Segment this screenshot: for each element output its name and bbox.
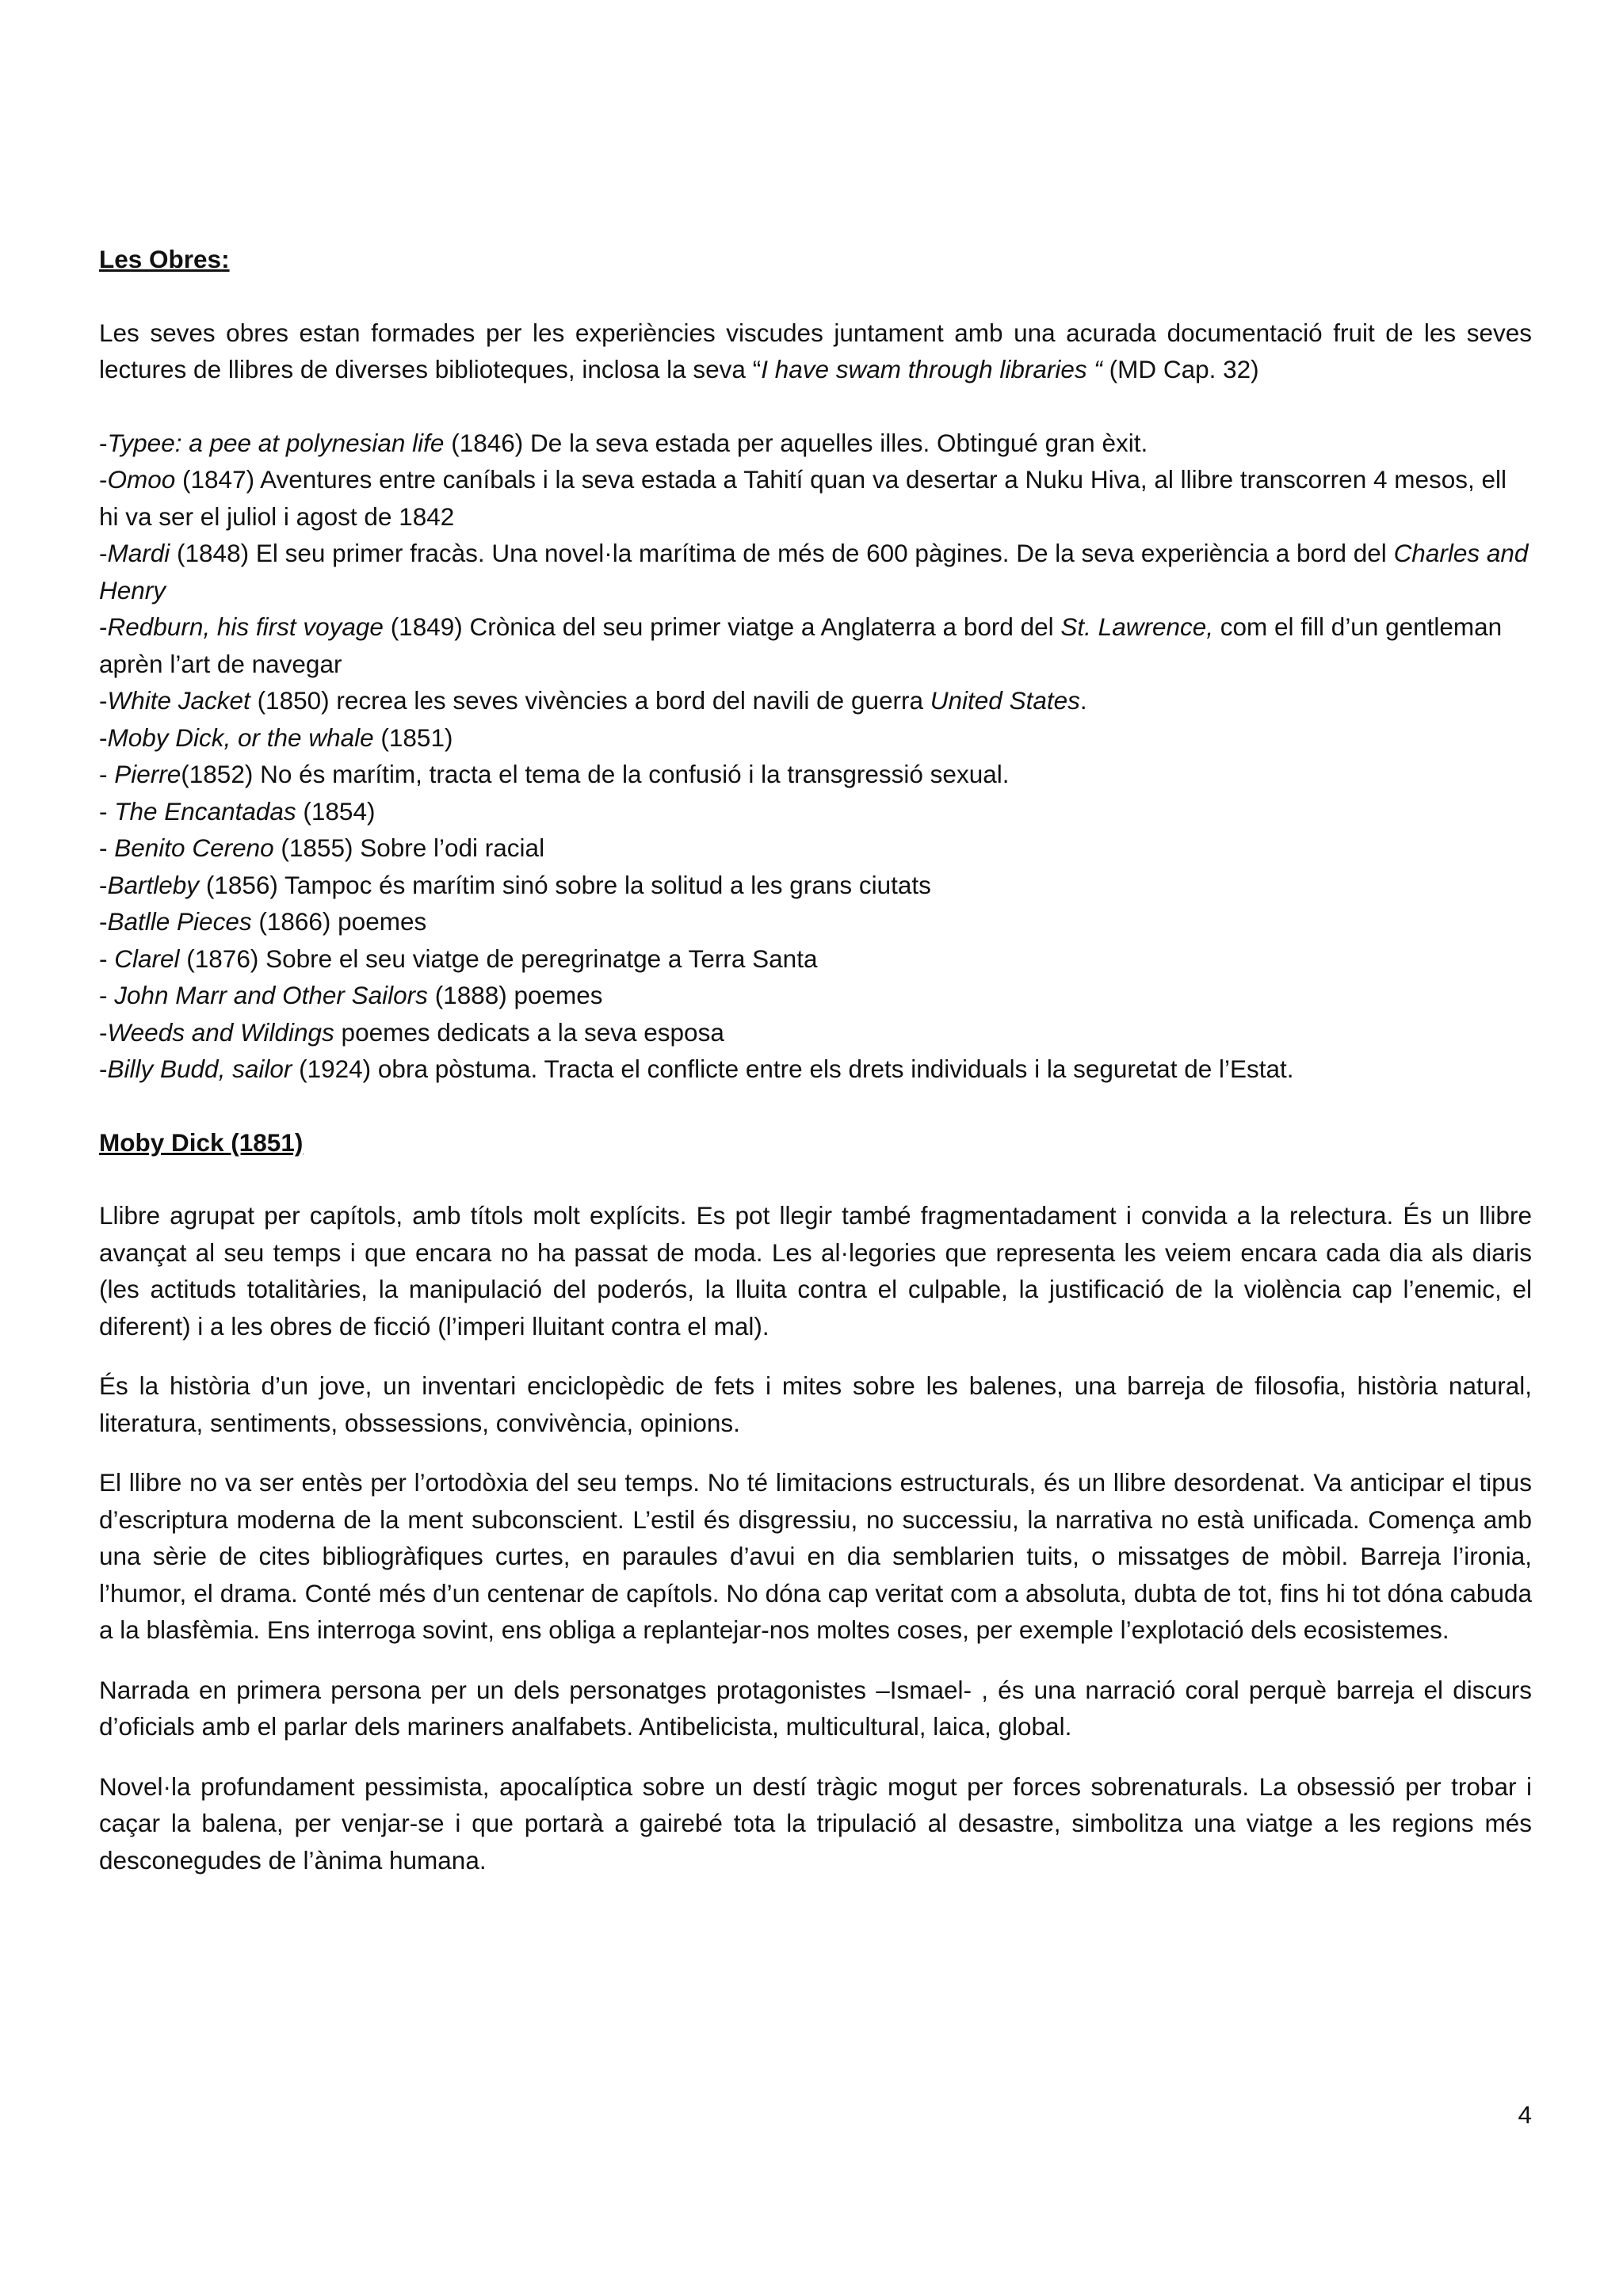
ship-name: Charles and Henry <box>99 539 1529 605</box>
work-item: - The Encantadas (1854) <box>99 796 376 826</box>
work-item: -Moby Dick, or the whale (1851) <box>99 723 453 752</box>
work-item: - Clarel (1876) Sobre el seu viatge de peregrinatge a Terra Santa <box>99 944 818 973</box>
work-title: Omoo <box>107 465 176 494</box>
section-heading-les-obres <box>99 241 1532 278</box>
work-item: -Mardi (1848) El seu primer fracàs. Una novel·la marítima de més de 600 pàgines. De la seva experiència a bord del Charles and Henry <box>99 539 1529 605</box>
heading-text: Les Obres <box>99 245 222 273</box>
intro-text: Les seves obres estan formades per les experiències viscudes juntament amb una acurada documentació fruit de les seves lectures de llibres de diverses biblioteques, inclosa la seva “ <box>99 318 1532 383</box>
page-number: 4 <box>1518 2100 1532 2129</box>
work-item: -Weeds and Wildings poemes dedicats a la seva esposa <box>99 1017 724 1047</box>
work-title: Moby Dick, or the whale <box>107 723 374 752</box>
work-title: Benito Cereno <box>114 833 274 862</box>
section-heading-moby-dick: Moby Dick (1851) <box>99 1127 304 1157</box>
work-title: The Encantadas <box>114 796 296 826</box>
body-paragraph: Narrada en primera persona per un dels personatges protagonistes –Ismael- , és una narració coral perquè barreja el discurs d’oficials amb el parlar dels mariners analfabets. Antibelicista, multicultural, laica, global. <box>99 1675 1532 1741</box>
work-item: -Bartleby (1856) Tampoc és marítim sinó sobre la solitud a les grans ciutats <box>99 870 931 899</box>
work-title: Mardi <box>107 539 170 567</box>
body-paragraph: Llibre agrupat per capítols, amb títols molt explícits. Es pot llegir també fragmentadament i convida a la relectura. És un llibre avançat al seu temps i que encara no ha passat de moda. Les al·legories que representa les veiem encara cada dia als diaris (les actituds totalitàries, la manipulació del poderós, la lluita contra el culpable, la justificació de la violència cap l’enemic, el diferent) i a les obres de ficció (l’imperi lluitant contra el mal). <box>99 1201 1532 1341</box>
work-title: Weeds and Wildings <box>107 1017 334 1047</box>
work-item: -Typee: a pee at polynesian life (1846) De la seva estada per aquelles illes. Obtingué gran èxit. <box>99 428 1148 457</box>
work-title: Typee: a pee at polynesian life <box>107 428 445 457</box>
heading-colon: : <box>221 245 230 273</box>
ship-name: United States <box>930 686 1080 715</box>
works-list <box>99 425 1532 1088</box>
work-item: -Batlle Pieces (1866) poemes <box>99 907 427 936</box>
work-title: John Marr and Other Sailors <box>114 981 428 1009</box>
work-item: -Redburn, his first voyage (1849) Crònica del seu primer viatge a Anglaterra a bord del St. Lawrence, com el fill d’un gentleman aprèn l’art de navegar <box>99 612 1503 678</box>
intro-quote: I have swam through libraries “ <box>761 355 1102 383</box>
work-title: Pierre <box>114 760 181 788</box>
body-paragraph: És la història d’un jove, un inventari enciclopèdic de fets i mites sobre les balenes, una barreja de filosofia, història natural, literatura, sentiments, obssessions, convivència, opinions. <box>99 1371 1532 1437</box>
work-item: - Benito Cereno (1855) Sobre l’odi racial <box>99 833 545 862</box>
work-item: -Billy Budd, sailor (1924) obra pòstuma. Tracta el conflicte entre els drets individuals i la seguretat de l’Estat. <box>99 1055 1294 1083</box>
intro-citation: (MD Cap. 32) <box>1102 355 1259 383</box>
work-item: -White Jacket (1850) recrea les seves vivències a bord del navili de guerra United States. <box>99 686 1087 715</box>
work-item: - John Marr and Other Sailors (1888) poemes <box>99 981 603 1009</box>
work-title: Billy Budd, sailor <box>107 1055 292 1083</box>
work-title: Redburn, his first voyage <box>107 612 384 641</box>
work-title: White Jacket <box>107 686 250 715</box>
work-item: -Omoo (1847) Aventures entre caníbals i la seva estada a Tahití quan va desertar a Nuku Hiva, al llibre transcorren 4 mesos, ell hi va ser el juliol i agost de 1842 <box>99 465 1507 531</box>
document-page <box>99 241 1532 1878</box>
body-paragraph: Novel·la profundament pessimista, apocalíptica sobre un destí tràgic mogut per forces sobrenaturals. La obsessió per trobar i caçar la balena, per venjar-se i que portarà a gairebé tota la tripulació al desastre, simbolitza una viatge a les regions més desconegudes de l’ànima humana. <box>99 1772 1532 1875</box>
ship-name: St. Lawrence, <box>1060 612 1214 641</box>
work-title: Bartleby <box>107 870 200 899</box>
work-title: Clarel <box>114 944 180 973</box>
body-paragraph: El llibre no va ser entès per l’ortodòxia del seu temps. No té limitacions estructurals, és un llibre desordenat. Va anticipar el tipus d’escriptura moderna de la ment subconscient. L’estil és disgressiu, no successiu, la narrativa no està unificada. Comença amb una sèrie de cites bibliogràfiques curtes, en paraules d’avui en dia semblarien tuits, o missatges de mòbil. Barreja l’ironia, l’humor, el drama. Conté més d’un centenar de capítols. No dóna cap veritat com a absoluta, dubta de tot, fins hi tot dóna cabuda a la blasfèmia. Ens interroga sovint, ens obliga a replantejar-nos moltes coses, per exemple l’explotació dels ecosistemes. <box>99 1468 1532 1644</box>
intro-paragraph <box>99 315 1532 388</box>
work-title: Batlle Pieces <box>107 907 252 936</box>
work-item: - Pierre(1852) No és marítim, tracta el tema de la confusió i la transgressió sexual. <box>99 760 1010 788</box>
